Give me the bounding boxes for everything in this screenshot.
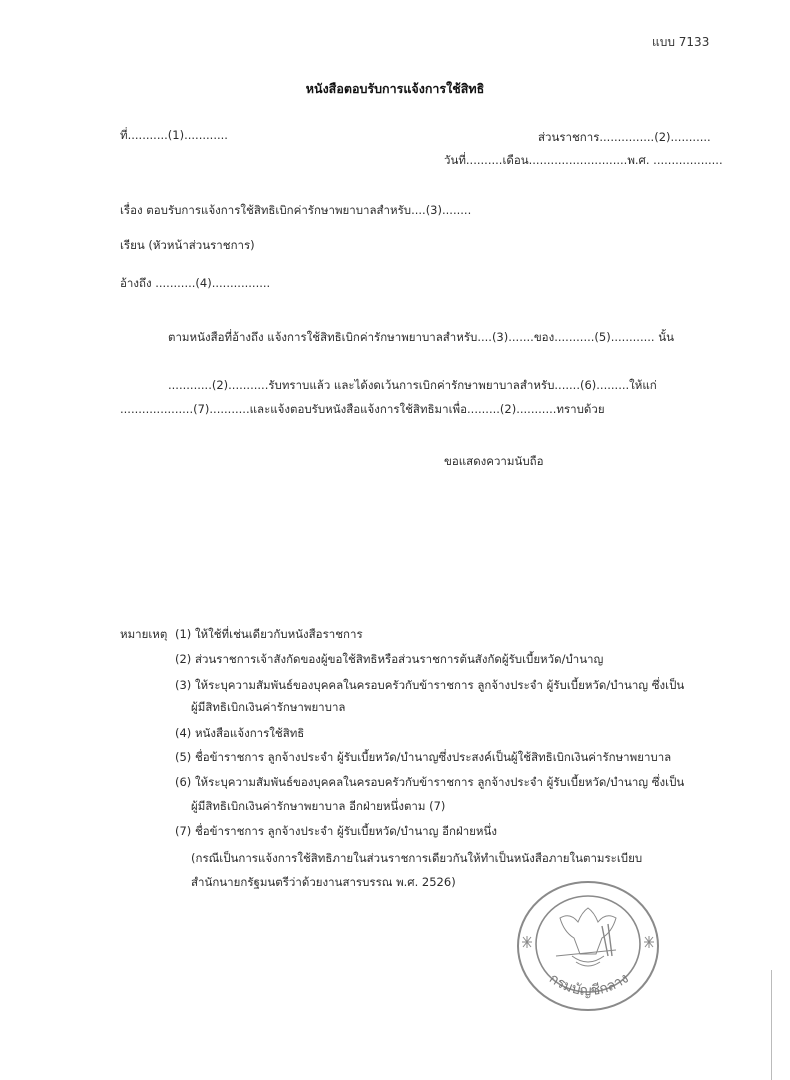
date-field: วันที่..........เดือน...........................พ.ศ. ................... xyxy=(444,153,723,167)
note-item: (2) ส่วนราชการเจ้าสังกัดของผู้ขอใช้สิทธิหรือส่วนราชการต้นสังกัดผู้รับเบี้ยหวัด/บำนาญ xyxy=(175,652,604,666)
note-item-continuation: สำนักนายกรัฐมนตรีว่าด้วยงานสารบรรณ พ.ศ. 2526) xyxy=(191,875,456,889)
reference-line: อ้างถึง ...........(4)................ xyxy=(120,276,271,290)
subject-line: เรื่อง ตอบรับการแจ้งการใช้สิทธิเบิกค่ารักษาพยาบาลสำหรับ....(3)........ xyxy=(120,203,472,217)
document-title: หนังสือตอบรับการแจ้งการใช้สิทธิ xyxy=(305,81,485,96)
body-paragraph-2-line-1: ............(2)...........รับทราบแล้ว และได้งดเว้นการเบิกค่ารักษาพยาบาลสำหรับ.......(6).........ให้แก่ xyxy=(168,378,657,392)
garuda-emblem-icon xyxy=(512,876,664,1016)
note-item: (3) ให้ระบุความสัมพันธ์ของบุคคลในครอบครัวกับข้าราชการ ลูกจ้างประจำ ผู้รับเบี้ยหวัด/บำนาญ ซึ่งเป็น xyxy=(175,678,685,692)
closing-salutation: ขอแสดงความนับถือ xyxy=(444,454,544,468)
note-item: (1) ให้ใช้ที่เช่นเดียวกับหนังสือราชการ xyxy=(175,627,363,641)
note-item: (7) ชื่อข้าราชการ ลูกจ้างประจำ ผู้รับเบี้ยหวัด/บำนาญ อีกฝ่ายหนึ่ง xyxy=(175,824,497,838)
agency-field: ส่วนราชการ...............(2)........... xyxy=(538,130,711,144)
addressee-line: เรียน (หัวหน้าส่วนราชการ) xyxy=(120,238,255,252)
body-paragraph-2-line-2: ....................(7)...........และแจ้งตอบรับหนังสือแจ้งการใช้สิทธิมาเพื่อ.........(2)...........ทราบด้วย xyxy=(120,402,605,416)
ref-number-field: ที่...........(1)............ xyxy=(120,128,228,142)
body-paragraph-1: ตามหนังสือที่อ้างถึง แจ้งการใช้สิทธิเบิกค่ารักษาพยาบาลสำหรับ....(3).......ของ...........(5)............ นั้น xyxy=(168,330,674,344)
note-item-continuation: ผู้มีสิทธิเบิกเงินค่ารักษาพยาบาล อีกฝ่ายหนึ่งตาม (7) xyxy=(191,799,446,813)
note-item: (4) หนังสือแจ้งการใช้สิทธิ xyxy=(175,726,305,740)
note-item: (6) ให้ระบุความสัมพันธ์ของบุคคลในครอบครัวกับข้าราชการ ลูกจ้างประจำ ผู้รับเบี้ยหวัด/บำนาญ ซึ่งเป็น xyxy=(175,775,685,789)
stamp-text: กรมบัญชีกลาง xyxy=(546,970,632,1000)
scan-edge-line xyxy=(771,970,772,1080)
official-stamp xyxy=(512,876,664,1016)
notes-label: หมายเหตุ xyxy=(120,627,168,641)
note-item: (5) ชื่อข้าราชการ ลูกจ้างประจำ ผู้รับเบี้ยหวัด/บำนาญซึ่งประสงค์เป็นผู้ใช้สิทธิเบิกเงินค่ารักษาพยาบาล xyxy=(175,750,672,764)
note-item-continuation: ผู้มีสิทธิเบิกเงินค่ารักษาพยาบาล xyxy=(191,700,346,714)
form-code: แบบ 7133 xyxy=(652,35,710,49)
note-item-continuation: (กรณีเป็นการแจ้งการใช้สิทธิภายในส่วนราชการเดียวกันให้ทำเป็นหนังสือภายในตามระเบียบ xyxy=(191,851,643,865)
